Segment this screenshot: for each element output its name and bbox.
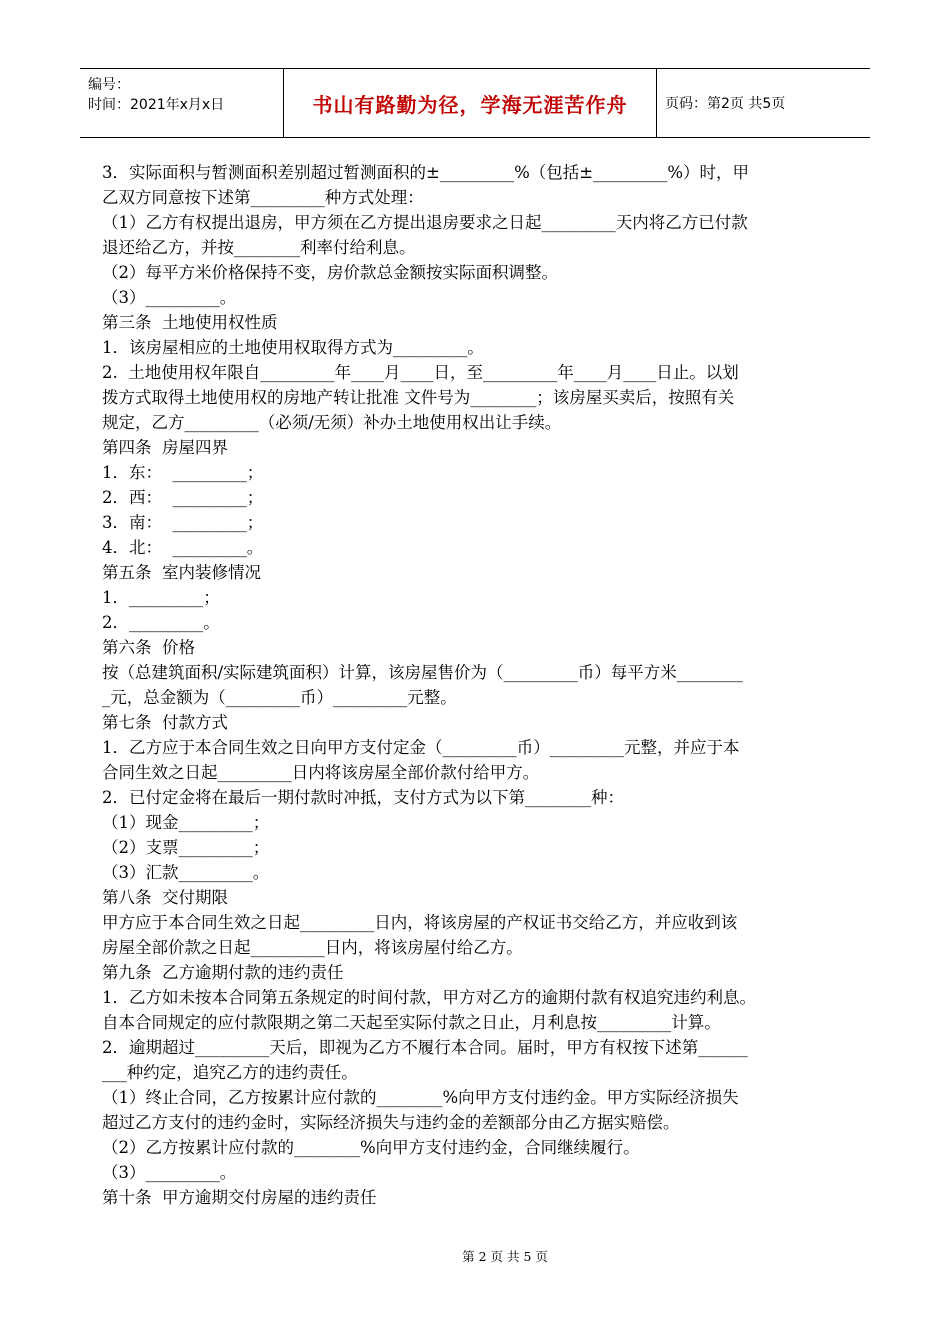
contract-line: 2．逾期超过_________天后，即视为乙方不履行本合同。届时，甲方有权按下述第______ xyxy=(102,1038,748,1057)
contract-line: 3．南： _________； xyxy=(102,513,264,532)
contract-line: 4．北： _________。 xyxy=(102,538,264,557)
contract-line: （1）现金_________； xyxy=(102,813,270,832)
document-number-label: 编号： xyxy=(88,77,130,93)
contract-line: 2．已付定金将在最后一期付款时冲抵，支付方式为以下第________种： xyxy=(102,788,624,807)
contract-line: 第三条 土地使用权性质 xyxy=(102,313,278,332)
contract-line: 第五条 室内装修情况 xyxy=(102,563,261,582)
contract-line: 第八条 交付期限 xyxy=(102,888,228,907)
header-motto: 书山有路勤为径，学海无涯苦作舟 xyxy=(283,69,657,137)
contract-line: 超过乙方支付的违约金时，实际经济损失与违约金的差额部分由乙方据实赔偿。 xyxy=(102,1113,680,1132)
page-footer: 第 2 页 共 5 页 xyxy=(462,1249,548,1264)
contract-line: 第七条 付款方式 xyxy=(102,713,228,732)
contract-line: 2．_________。 xyxy=(102,613,220,632)
contract-line: （2）支票_________； xyxy=(102,838,270,857)
contract-line: （2）每平方米价格保持不变，房价款总金额按实际面积调整。 xyxy=(102,263,558,282)
contract-line: 规定，乙方_________（必须/无须）补办土地使用权出让手续。 xyxy=(102,413,562,432)
contract-line: 甲方应于本合同生效之日起_________日内，将该房屋的产权证书交给乙方，并应收到该 xyxy=(102,913,738,932)
contract-line: 拨方式取得土地使用权的房地产转让批准 文件号为________；该房屋买卖后，按照有关 xyxy=(102,388,735,407)
contract-line: 按（总建筑面积/实际建筑面积）计算，该房屋售价为（_________币）每平方米________ xyxy=(102,663,743,682)
contract-line: 2．西： _________； xyxy=(102,488,264,507)
document-date: 时间：2021年x月x日 xyxy=(88,97,225,113)
contract-line: 1．_________； xyxy=(102,588,220,607)
header-left-cell xyxy=(80,69,283,137)
contract-line: （3）_________。 xyxy=(102,1163,237,1182)
contract-line: 3．实际面积与暂测面积差别超过暂测面积的±_________%（包括±_________%）时，甲 xyxy=(102,163,750,182)
contract-line: 第六条 价格 xyxy=(102,638,195,657)
contract-line: 1．乙方如未按本合同第五条规定的时间付款，甲方对乙方的逾期付款有权追究违约利息。 xyxy=(102,988,756,1007)
contract-line: （1）终止合同，乙方按累计应付款的________%向甲方支付违约金。甲方实际经济损失 xyxy=(102,1088,739,1107)
contract-line: 退还给乙方，并按________利率付给利息。 xyxy=(102,238,416,257)
contract-line: 第九条 乙方逾期付款的违约责任 xyxy=(102,963,344,982)
contract-line: 合同生效之日起_________日内将该房屋全部价款付给甲方。 xyxy=(102,763,540,782)
contract-line: 1．乙方应于本合同生效之日向甲方支付定金（_________币）_________元整，并应于本 xyxy=(102,738,740,757)
contract-line: 房屋全部价款之日起_________日内，将该房屋付给乙方。 xyxy=(102,938,523,957)
contract-line: 第十条 甲方逾期交付房屋的违约责任 xyxy=(102,1188,377,1207)
contract-body xyxy=(102,160,852,1210)
header-page-info: 页码：第2页 共5页 xyxy=(665,96,786,112)
contract-line: （2）乙方按累计应付款的________%向甲方支付违约金，合同继续履行。 xyxy=(102,1138,640,1157)
contract-line: （3）_________。 xyxy=(102,288,237,307)
contract-line: 1．该房屋相应的土地使用权取得方式为_________。 xyxy=(102,338,484,357)
contract-line: 1．东： _________； xyxy=(102,463,264,482)
contract-line: 自本合同规定的应付款限期之第二天起至实际付款之日止，月利息按_________计算。 xyxy=(102,1013,721,1032)
contract-line: 2. 土地使用权年限自_________年____月____日，至_________年____月____日止。以划 xyxy=(102,363,739,382)
contract-line: 第四条 房屋四界 xyxy=(102,438,228,457)
page-header xyxy=(80,68,870,138)
contract-line: （1）乙方有权提出退房，甲方须在乙方提出退房要求之日起_________天内将乙方已付款 xyxy=(102,213,748,232)
contract-line: ___种约定，追究乙方的违约责任。 xyxy=(102,1063,358,1082)
contract-line: _元，总金额为（_________币）_________元整。 xyxy=(102,688,457,707)
contract-line: 乙双方同意按下述第_________种方式处理： xyxy=(102,188,424,207)
contract-line: （3）汇款_________。 xyxy=(102,863,270,882)
